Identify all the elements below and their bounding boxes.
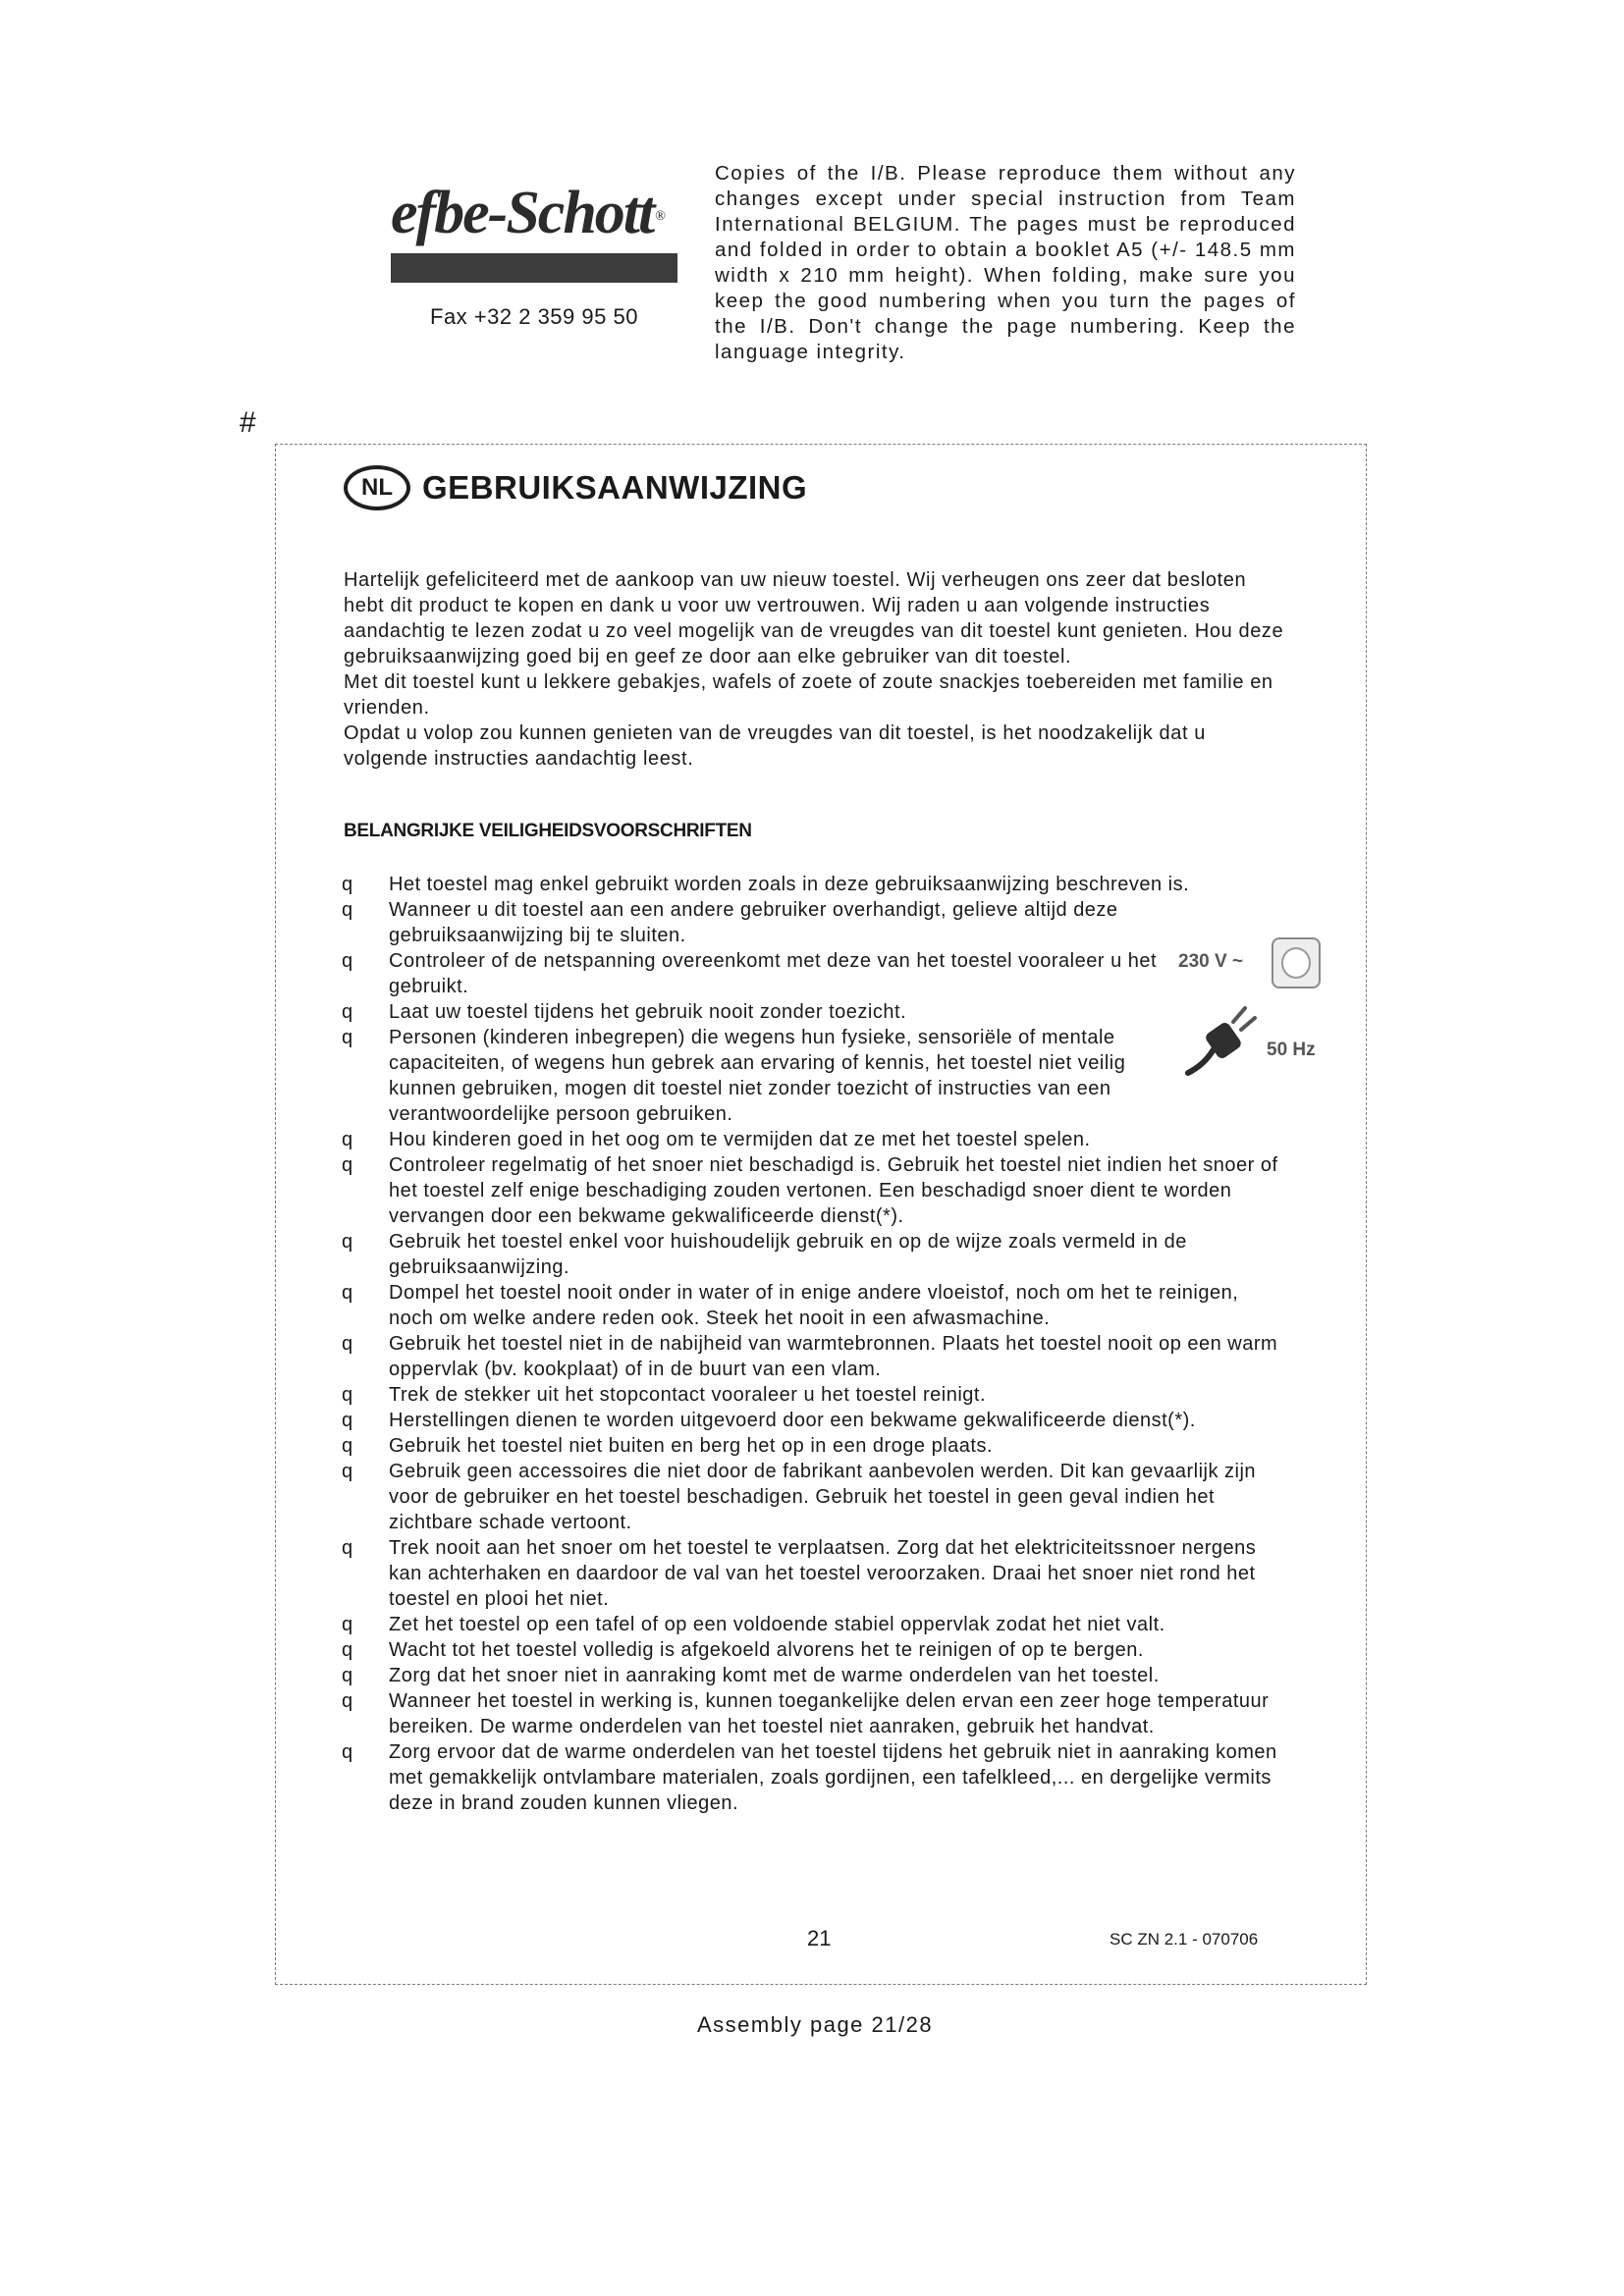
bullet-marker: q bbox=[342, 1231, 353, 1253]
assembly-page: Assembly page 21/28 bbox=[697, 2012, 934, 2037]
intro-paragraph: Hartelijk gefeliciteerd met de aankoop van uw nieuw toestel. Wij verheugen ons zeer dat besloten hebt dit product te kopen en dank u voor uw vertrouwen. Wij raden u aan volgende instructies aandachtig te lezen zodat u zo veel mogelijk van de vreugdes van dit toestel kunt genieten. Hou deze gebruiksaanwijzing goed bij en geef ze door aan elke gebruiker van dit toestel. bbox=[344, 569, 1284, 667]
safety-item bbox=[342, 1612, 1286, 1637]
safety-item-text: Zorg ervoor dat de warme onderdelen van het toestel tijdens het gebruik niet in aanraking komen met gemakkelijk ontvlambare materialen, zoals gordijnen, een tafelkleed,... en dergelijke vermits deze in brand zouden kunnen vliegen. bbox=[389, 1741, 1277, 1814]
hash-mark: # bbox=[240, 406, 256, 439]
safety-item bbox=[342, 1663, 1286, 1688]
safety-item bbox=[342, 1459, 1286, 1535]
manual-title: GEBRUIKSAANWIJZING bbox=[422, 469, 808, 506]
safety-item-text: Herstellingen dienen te worden uitgevoerd door een bekwame gekwalificeerde dienst(*). bbox=[389, 1410, 1196, 1431]
registered-mark: ® bbox=[655, 209, 664, 224]
safety-item bbox=[342, 1535, 1286, 1612]
fax-number: Fax +32 2 359 95 50 bbox=[430, 304, 638, 329]
brand-logo bbox=[391, 180, 685, 283]
bullet-marker: q bbox=[342, 1129, 353, 1150]
safety-item-text: Gebruik het toestel niet buiten en berg het op in een droge plaats. bbox=[389, 1435, 994, 1457]
bullet-marker: q bbox=[342, 950, 353, 972]
power-plug-icon bbox=[1184, 1002, 1263, 1077]
safety-item-text: Zorg dat het snoer niet in aanraking komt met de warme onderdelen van het toestel. bbox=[389, 1665, 1160, 1686]
safety-item bbox=[342, 1229, 1286, 1280]
socket-face bbox=[1281, 947, 1311, 979]
safety-item bbox=[342, 872, 1286, 897]
safety-item-text: Personen (kinderen inbegrepen) die wegens hun fysieke, sensoriële of mentale capaciteiten, of wegens hun gebrek aan ervaring of kennis, het toestel niet veilig kunnen gebruiken, mogen dit toestel niet zonder toezicht of instructies van een verantwoordelijke persoon gebruiken. bbox=[389, 1027, 1126, 1125]
bullet-marker: q bbox=[342, 1333, 353, 1355]
safety-item-text: Gebruik het toestel niet in de nabijheid van warmtebronnen. Plaats het toestel nooit op een warm oppervlak (bv. kookplaat) of in de buurt van een vlam. bbox=[389, 1333, 1278, 1380]
safety-item bbox=[342, 1739, 1286, 1816]
safety-item-text: Trek nooit aan het snoer om het toestel te verplaatsen. Zorg dat het elektriciteitssnoer nergens kan achterhaken en daardoor de val van het toestel veroorzaken. Draai het snoer niet rond het toestel en plooi het niet. bbox=[389, 1537, 1257, 1610]
intro-paragraph: Met dit toestel kunt u lekkere gebakjes, wafels of zoete of zoute snackjes toebereiden met familie en vrienden. bbox=[344, 671, 1273, 719]
bullet-marker: q bbox=[342, 1690, 353, 1712]
safety-item bbox=[342, 1408, 1286, 1433]
bullet-marker: q bbox=[342, 1614, 353, 1635]
bullet-marker: q bbox=[342, 1639, 353, 1661]
safety-item bbox=[342, 948, 1286, 999]
logo-text: efbe-Schott bbox=[391, 180, 654, 246]
safety-item bbox=[342, 1331, 1286, 1382]
safety-item-text: Wanneer het toestel in werking is, kunnen toegankelijke delen ervan een zeer hoge temperatuur bereiken. De warme onderdelen van het toestel niet aanraken, gebruik het handvat. bbox=[389, 1690, 1270, 1737]
document-code: SC ZN 2.1 - 070706 bbox=[1110, 1930, 1259, 1949]
safety-item-text: Trek de stekker uit het stopcontact vooraleer u het toestel reinigt. bbox=[389, 1384, 987, 1406]
safety-item-text: Controleer of de netspanning overeenkomt met deze van het toestel vooraleer u het gebruikt. bbox=[389, 950, 1158, 997]
bullet-marker: q bbox=[342, 1027, 353, 1048]
safety-item-text: Dompel het toestel nooit onder in water of in enige andere vloeistof, noch om het te reinigen, noch om welke andere reden ook. Steek het nooit in een afwasmachine. bbox=[389, 1282, 1239, 1329]
safety-item bbox=[342, 1152, 1286, 1229]
safety-item bbox=[342, 1280, 1286, 1331]
safety-list bbox=[342, 872, 1286, 1816]
wall-socket-icon bbox=[1272, 937, 1321, 988]
safety-item bbox=[342, 1025, 1286, 1127]
copies-note: Copies of the I/B. Please reproduce them without any changes except under special instruction from Team International BELGIUM. The pages must be reproduced and folded in order to obtain a booklet A5 (+/- 148.5 mm width x 210 mm height). When folding, make sure you keep the good numbering when you turn the pages of the I/B. Don't change the page numbering. Keep the language integrity. bbox=[715, 162, 1296, 363]
bullet-marker: q bbox=[342, 1461, 353, 1482]
bullet-marker: q bbox=[342, 899, 353, 921]
safety-item-text: Controleer regelmatig of het snoer niet beschadigd is. Gebruik het toestel niet indien het snoer of het toestel zelf enige beschadiging zouden vertonen. Een beschadigd snoer dient te worden vervangen door een bekwame gekwalificeerde dienst(*). bbox=[389, 1154, 1278, 1227]
section-header bbox=[344, 465, 807, 510]
bullet-marker: q bbox=[342, 1410, 353, 1431]
safety-item-text: Laat uw toestel tijdens het gebruik nooit zonder toezicht. bbox=[389, 1001, 907, 1023]
safety-item-text: Wacht tot het toestel volledig is afgekoeld alvorens het te reinigen of op te bergen. bbox=[389, 1639, 1144, 1661]
bullet-marker: q bbox=[342, 1282, 353, 1304]
page-number: 21 bbox=[807, 1926, 832, 1950]
safety-item-text: Gebruik het toestel enkel voor huishoudelijk gebruik en op de wijze zoals vermeld in de gebruiksaanwijzing. bbox=[389, 1231, 1187, 1278]
bullet-marker: q bbox=[342, 874, 353, 895]
bullet-marker: q bbox=[342, 1665, 353, 1686]
logo-bar bbox=[391, 253, 677, 283]
frequency-label: 50 Hz bbox=[1267, 1040, 1316, 1060]
safety-item-text: Wanneer u dit toestel aan een andere gebruiker overhandigt, gelieve altijd deze gebruiksaanwijzing bij te sluiten. bbox=[389, 899, 1118, 946]
bullet-marker: q bbox=[342, 1384, 353, 1406]
power-illustration bbox=[1178, 937, 1326, 1085]
bullet-marker: q bbox=[342, 1154, 353, 1176]
safety-item bbox=[342, 999, 1286, 1025]
safety-item bbox=[342, 1382, 1286, 1408]
bullet-marker: q bbox=[342, 1435, 353, 1457]
safety-item bbox=[342, 1688, 1286, 1739]
bullet-marker: q bbox=[342, 1741, 353, 1763]
safety-item-text: Zet het toestel op een tafel of op een voldoende stabiel oppervlak zodat het niet valt. bbox=[389, 1614, 1165, 1635]
safety-title: BELANGRIJKE VEILIGHEIDSVOORSCHRIFTEN bbox=[344, 821, 752, 841]
bullet-marker: q bbox=[342, 1001, 353, 1023]
safety-item bbox=[342, 1433, 1286, 1459]
intro-paragraph: Opdat u volop zou kunnen genieten van de vreugdes van dit toestel, is het noodzakelijk dat u volgende instructies aandachtig leest. bbox=[344, 722, 1206, 770]
safety-item-text: Hou kinderen goed in het oog om te vermijden dat ze met het toestel spelen. bbox=[389, 1129, 1091, 1150]
safety-item-text: Het toestel mag enkel gebruikt worden zoals in deze gebruiksaanwijzing beschreven is. bbox=[389, 874, 1190, 895]
safety-item bbox=[342, 1127, 1286, 1152]
voltage-label: 230 V ~ bbox=[1178, 951, 1244, 972]
intro-text bbox=[344, 567, 1286, 772]
safety-item-text: Gebruik geen accessoires die niet door de fabrikant aanbevolen werden. Dit kan gevaarlijk zijn voor de gebruiker en het toestel beschadigen. Gebruik het toestel in geen geval indien het zichtbare schade vertoont. bbox=[389, 1461, 1257, 1533]
safety-item bbox=[342, 897, 1286, 948]
language-badge: NL bbox=[344, 465, 410, 510]
safety-item bbox=[342, 1637, 1286, 1663]
bullet-marker: q bbox=[342, 1537, 353, 1559]
